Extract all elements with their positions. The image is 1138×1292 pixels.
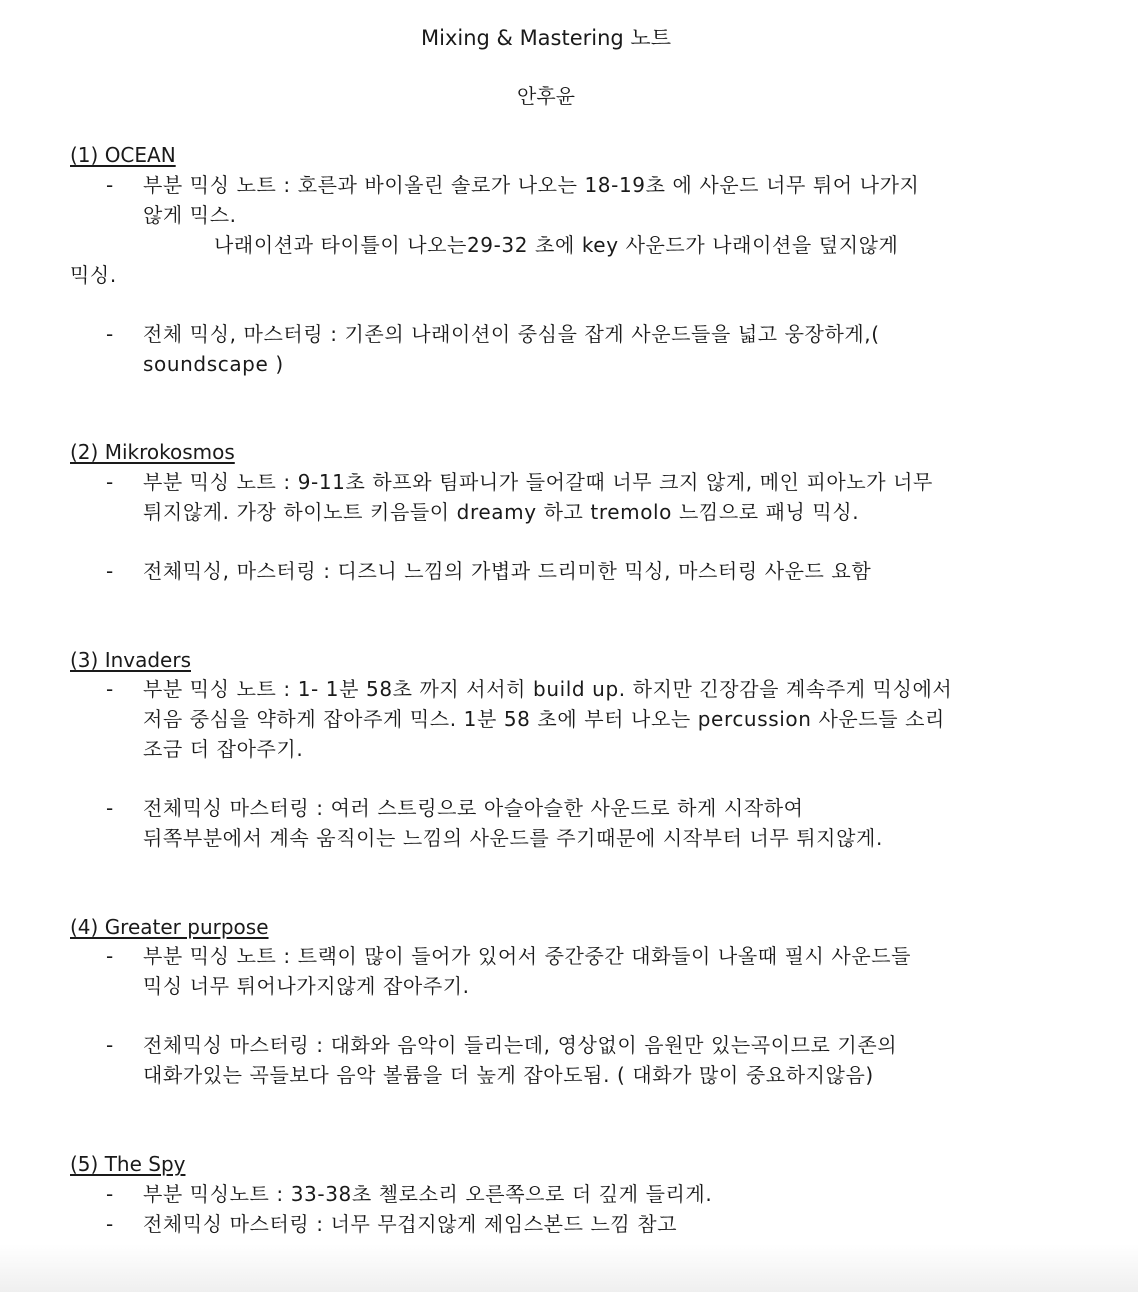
bullet-dash: -: [106, 944, 114, 968]
text-line: 뒤쪽부분에서 계속 움직이는 느낌의 사운드를 주기때문에 시작부터 너무 튀지않게.: [143, 826, 883, 850]
text-line: 튀지않게. 가장 하이노트 키음들이 dreamy 하고 tremolo 느낌으로 패닝 믹싱.: [143, 500, 860, 524]
section-heading-the-spy: (5) The Spy: [70, 1152, 186, 1176]
text-line: soundscape ): [143, 352, 284, 376]
text-line: 저음 중심을 약하게 잡아주게 믹스. 1분 58 초에 부터 나오는 percussion 사운드들 소리: [143, 707, 945, 731]
section-heading-ocean: (1) OCEAN: [70, 143, 176, 167]
text-line: 믹싱 너무 튀어나가지않게 잡아주기.: [143, 974, 470, 998]
text-line: 부분 믹싱 노트 : 9-11초 하프와 팀파니가 들어갈때 너무 크지 않게, 메인 피아노가 너무: [143, 470, 933, 494]
bullet-dash: -: [106, 1182, 114, 1206]
text-line: 부분 믹싱 노트 : 트랙이 많이 들어가 있어서 중간중간 대화들이 나올때 필시 사운드들: [143, 944, 912, 968]
text-line: 부분 믹싱 노트 : 호른과 바이올린 솔로가 나오는 18-19초 에 사운드 너무 튀어 나가지: [143, 173, 920, 197]
section-heading-mikrokosmos: (2) Mikrokosmos: [70, 440, 235, 464]
bullet-invaders-part-note: [70, 674, 1030, 764]
bullet-greater-purpose-full-note: [70, 1030, 1030, 1090]
bullet-text: [143, 1209, 1030, 1239]
text-line: 않게 믹스.: [143, 203, 237, 227]
text-line: 전체믹싱, 마스터링 : 디즈니 느낌의 가볍과 드리미한 믹싱, 마스터링 사운드 요함: [143, 559, 872, 583]
bullet-text: [143, 941, 1030, 1001]
bullet-dash: -: [106, 322, 114, 346]
bullet-the-spy-full-note: [70, 1209, 1030, 1239]
document-author: 안후윤: [517, 84, 575, 108]
bullet-invaders-full-note: [70, 793, 1030, 853]
text-line: 대화가있는 곡들보다 음악 볼륨을 더 높게 잡아도됨. ( 대화가 많이 중요하지않음): [143, 1063, 874, 1087]
bullet-text: [143, 674, 1030, 764]
bullet-the-spy-part-note: [70, 1179, 1030, 1209]
bullet-dash: -: [106, 677, 114, 701]
bullet-dash: -: [106, 559, 114, 583]
bullet-greater-purpose-part-note: [70, 941, 1030, 1001]
bullet-dash: -: [106, 173, 114, 197]
bullet-dash: -: [106, 796, 114, 820]
bullet-ocean-full-note: [70, 319, 1030, 379]
bullet-text: [143, 319, 1030, 379]
text-line: 전체믹싱 마스터링 : 너무 무겁지않게 제임스본드 느낌 참고: [143, 1212, 678, 1236]
bullet-dash: -: [106, 1212, 114, 1236]
text-line: 전체 믹싱, 마스터링 : 기존의 나래이션이 중심을 잡게 사운드들을 넓고 웅장하게,(: [143, 322, 880, 346]
bullet-text: [143, 1179, 1030, 1209]
section-heading-invaders: (3) Invaders: [70, 648, 191, 672]
bullet-text: [70, 170, 1030, 290]
bullet-text: [143, 793, 1030, 853]
document-title: Mixing & Mastering 노트: [420, 26, 672, 50]
text-line: 부분 믹싱 노트 : 1- 1분 58초 까지 서서히 build up. 하지만 긴장감을 계속주게 믹싱에서: [143, 677, 953, 701]
text-line: 부분 믹싱노트 : 33-38초 첼로소리 오른쪽으로 더 깊게 들리게.: [143, 1182, 713, 1206]
bullet-text: [143, 1030, 1030, 1090]
text-line: 전체믹싱 마스터링 : 여러 스트링으로 아슬아슬한 사운드로 하게 시작하여: [143, 796, 804, 820]
page-bottom-shadow: [0, 1244, 1138, 1292]
section-heading-greater-purpose: (4) Greater purpose: [70, 915, 269, 939]
bullet-dash: -: [106, 1033, 114, 1057]
text-line: 믹싱.: [70, 263, 117, 287]
text-line: 나래이션과 타이틀이 나오는29-32 초에 key 사운드가 나래이션을 덮지않게: [214, 233, 899, 257]
bullet-dash: -: [106, 470, 114, 494]
bullet-text: [143, 467, 1030, 527]
bullet-mikrokosmos-full-note: [70, 556, 1030, 586]
bullet-text: [143, 556, 1030, 586]
text-line: 전체믹싱 마스터링 : 대화와 음악이 들리는데, 영상없이 음원만 있는곡이므로 기존의: [143, 1033, 898, 1057]
bullet-mikrokosmos-part-note: [70, 467, 1030, 527]
bullet-ocean-part-note: [70, 170, 1030, 290]
text-line: 조금 더 잡아주기.: [143, 737, 304, 761]
